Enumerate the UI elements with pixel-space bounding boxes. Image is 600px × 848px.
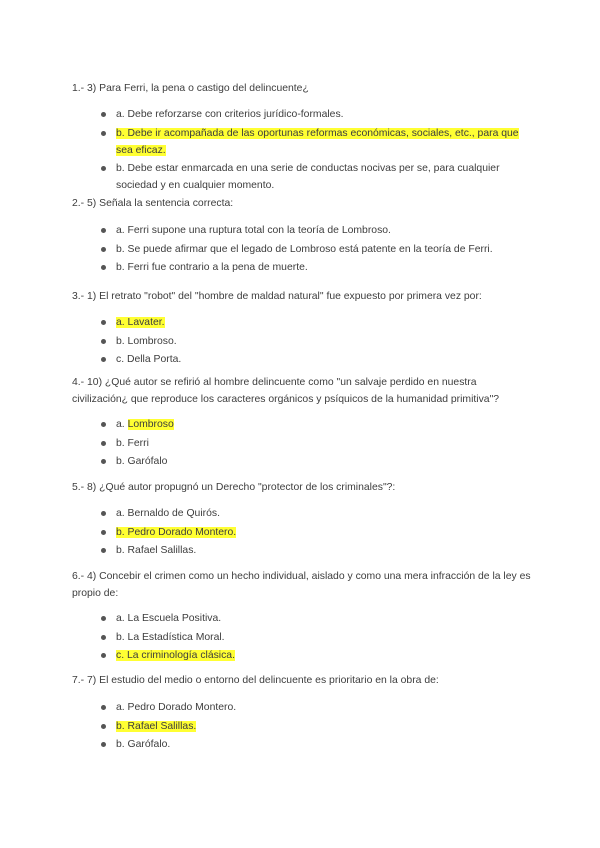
option-text: b. Ferri fue contrario a la pena de muerte. bbox=[116, 262, 308, 273]
option-text: a. Ferri supone una ruptura total con la teoría de Lombroso. bbox=[116, 225, 391, 236]
bullet-icon bbox=[101, 247, 106, 252]
bullet-icon bbox=[101, 548, 106, 553]
bullet-icon bbox=[101, 228, 106, 233]
options-list-4 bbox=[72, 416, 532, 472]
bullet-icon bbox=[101, 265, 106, 270]
question-1: 1.- 3) Para Ferri, la pena o castigo del delincuente¿ bbox=[72, 83, 309, 94]
bullet-icon bbox=[101, 635, 106, 640]
question-2: 2.- 5) Señala la sentencia correcta: bbox=[72, 198, 234, 209]
option-prefix: a. bbox=[116, 419, 128, 430]
option-text: b. La Estadística Moral. bbox=[116, 631, 225, 643]
question-6: 6.- 4) Concebir el crimen como un hecho individual, aislado y como una mera infracción de la ley es propio de: bbox=[72, 571, 531, 599]
bullet-icon bbox=[101, 112, 106, 117]
options-list-5 bbox=[72, 505, 532, 561]
bullet-icon bbox=[101, 357, 106, 362]
bullet-icon bbox=[101, 166, 106, 171]
option-text: b. Garófalo. bbox=[116, 739, 171, 750]
bullet-icon bbox=[101, 339, 106, 344]
option-text-highlighted: c. La criminología clásica. bbox=[116, 650, 235, 661]
bullet-icon bbox=[101, 705, 106, 710]
list-item bbox=[72, 351, 532, 368]
bullet-icon bbox=[101, 459, 106, 464]
list-item bbox=[72, 125, 532, 159]
option-text-highlighted: b. Debe ir acompañada de las oportunas reformas económicas, sociales, etc., para que sea eficaz. bbox=[116, 127, 519, 156]
option-text: a. La Escuela Positiva. bbox=[116, 613, 222, 624]
list-item bbox=[72, 314, 532, 331]
list-item bbox=[72, 241, 532, 258]
list-item bbox=[72, 505, 532, 522]
list-item bbox=[72, 333, 532, 350]
bullet-icon bbox=[101, 724, 106, 729]
list-item bbox=[72, 416, 532, 433]
list-item bbox=[72, 222, 532, 239]
option-text: b. Rafael Salillas. bbox=[116, 545, 197, 556]
list-item bbox=[72, 160, 532, 194]
option-text: a. Bernaldo de Quirós. bbox=[116, 508, 220, 519]
question-3: 3.- 1) El retrato "robot" del "hombre de maldad natural" fue expuesto por primera vez por: bbox=[72, 291, 482, 302]
question-4: 4.- 10) ¿Qué autor se refirió al hombre delincuente como "un salvaje perdido en nuestra civilización¿ que reproduce los caracteres orgánicos y psíquicos de la humanidad primitiva"? bbox=[72, 377, 500, 405]
option-text-highlighted: b. Pedro Dorado Montero. bbox=[116, 526, 237, 538]
list-item bbox=[72, 524, 532, 541]
options-list-3 bbox=[72, 314, 532, 370]
list-item bbox=[72, 699, 532, 716]
list-item bbox=[72, 259, 532, 276]
list-item bbox=[72, 718, 532, 735]
bullet-icon bbox=[101, 441, 106, 446]
options-list-2 bbox=[72, 222, 532, 278]
option-text: b. Se puede afirmar que el legado de Lombroso está patente en la teoría de Ferri. bbox=[116, 243, 493, 255]
list-item bbox=[72, 435, 532, 452]
bullet-icon bbox=[101, 616, 106, 621]
list-item bbox=[72, 629, 532, 646]
list-item bbox=[72, 106, 532, 123]
option-text: c. Della Porta. bbox=[116, 354, 182, 365]
bullet-icon bbox=[101, 131, 106, 136]
list-item bbox=[72, 647, 532, 664]
question-5: 5.- 8) ¿Qué autor propugnó un Derecho "protector de los criminales"?: bbox=[72, 482, 396, 493]
option-text: a. Pedro Dorado Montero. bbox=[116, 702, 237, 713]
options-list-7 bbox=[72, 699, 532, 755]
options-list-1 bbox=[72, 106, 532, 196]
list-item bbox=[72, 542, 532, 559]
list-item bbox=[72, 453, 532, 470]
option-text: b. Ferri bbox=[116, 437, 149, 449]
option-text-highlighted: b. Rafael Salillas. bbox=[116, 720, 197, 732]
options-list-6 bbox=[72, 610, 532, 666]
option-text: b. Garófalo bbox=[116, 456, 168, 467]
list-item bbox=[72, 610, 532, 627]
list-item bbox=[72, 736, 532, 753]
bullet-icon bbox=[101, 653, 106, 658]
option-text: b. Lombroso. bbox=[116, 335, 177, 347]
bullet-icon bbox=[101, 422, 106, 427]
bullet-icon bbox=[101, 742, 106, 747]
option-text-highlighted: Lombroso bbox=[127, 419, 174, 430]
option-text: b. Debe estar enmarcada en una serie de conductas nocivas per se, para cualquier sociedad y en cualquier momento. bbox=[116, 163, 500, 191]
bullet-icon bbox=[101, 530, 106, 535]
bullet-icon bbox=[101, 511, 106, 516]
option-text: a. Debe reforzarse con criterios jurídico-formales. bbox=[116, 109, 344, 120]
option-text-highlighted: a. Lavater. bbox=[116, 317, 165, 328]
question-7: 7.- 7) El estudio del medio o entorno del delincuente es prioritario en la obra de: bbox=[72, 675, 439, 686]
bullet-icon bbox=[101, 320, 106, 325]
